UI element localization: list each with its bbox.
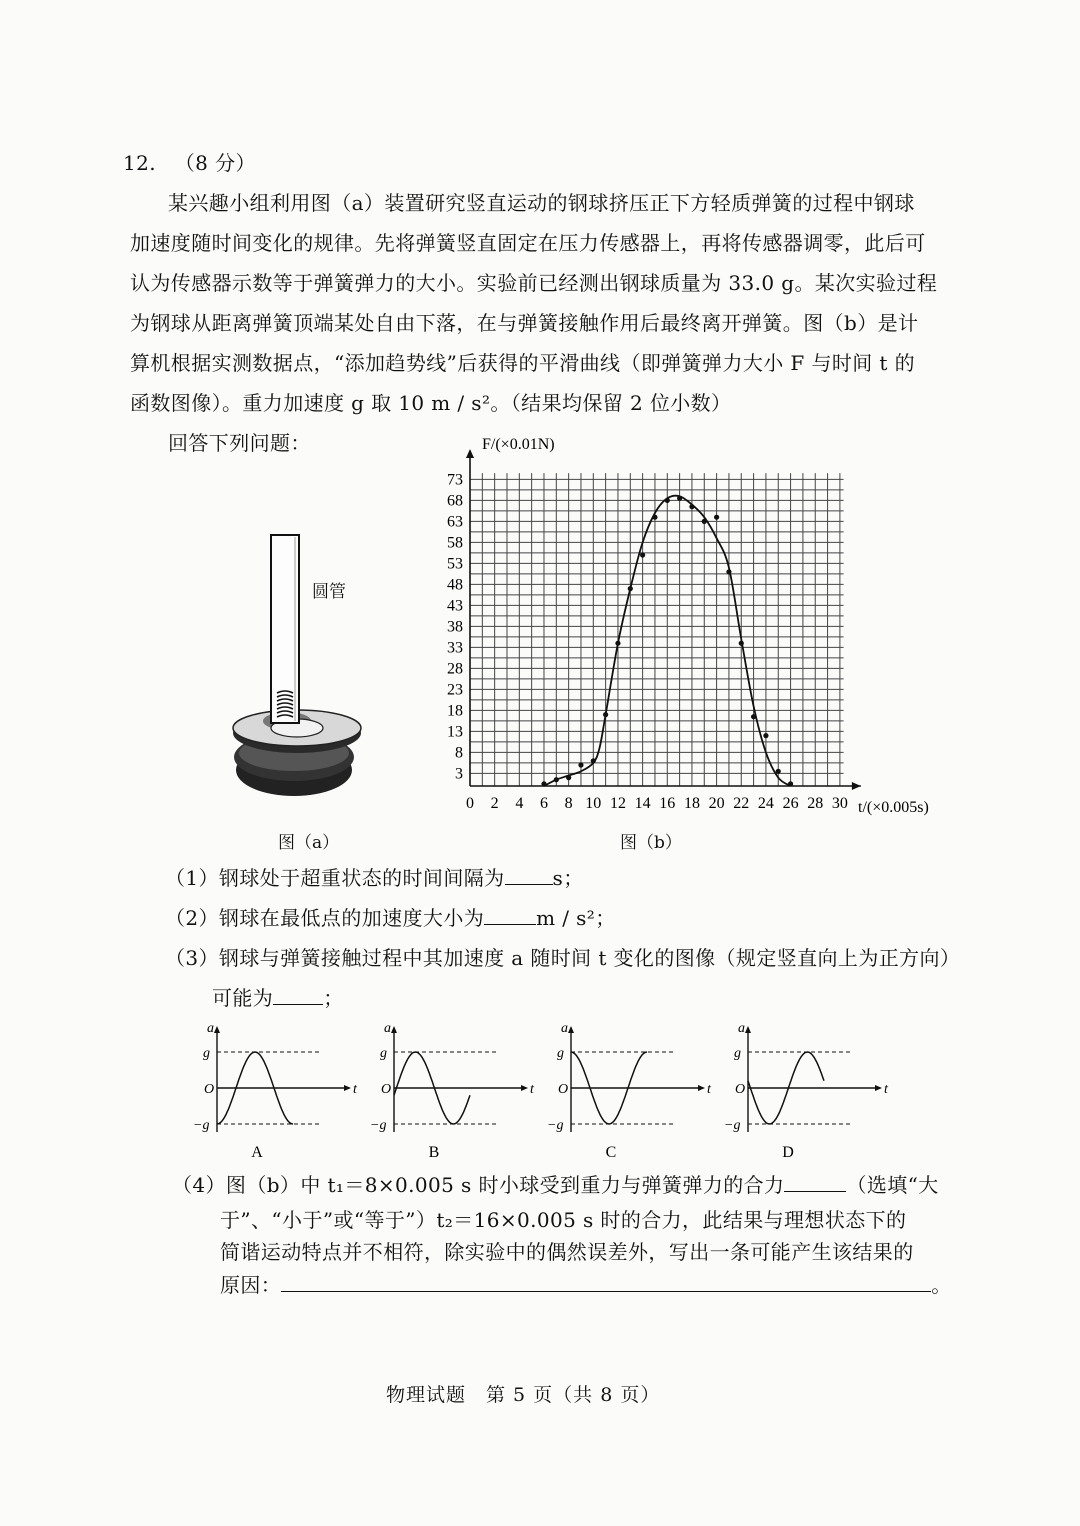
t-axis-arrow [698,1085,705,1091]
origin-label: O [381,1082,392,1097]
x-tick-label: 6 [539,795,548,812]
answer-prompt: 回答下列问题： [168,431,311,455]
a-axis-label: a [207,1021,214,1036]
y-tick-label: 43 [447,597,463,615]
x-tick-label: 4 [515,795,524,812]
intro-line-5: 算机根据实测数据点，“添加趋势线”后获得的平滑曲线（即弹簧弹力大小 F 与时间 t 的 [130,351,915,375]
data-point [739,641,744,646]
data-point [603,712,608,717]
x-tick-label: 2 [490,795,499,812]
origin-label: O [735,1082,746,1097]
t-axis-arrow [875,1085,882,1091]
sub-question-4 [172,1165,939,1205]
option-label: A [251,1144,263,1161]
neg-g-label: −g [547,1118,564,1133]
figure-a-apparatus [225,525,365,810]
sub3-punct: ； [323,986,344,1010]
page-footer: 物理试题 第 5 页（共 8 页） [386,1384,661,1406]
data-point [615,641,620,646]
x-tick-label: 28 [807,795,824,812]
sub4-reason-text: 原因： [220,1273,282,1297]
x-axis-label: t/(×0.005s) [858,799,929,816]
data-point [788,781,793,786]
x-tick-label: 8 [564,795,573,812]
sub-question-4-line-3: 简谐运动特点并不相符，除实验中的偶然误差外，写出一条可能产生该结果的 [220,1240,914,1264]
options-graphs [190,1018,900,1168]
sub1-unit: s； [552,866,584,890]
y-tick-label: 33 [447,639,463,657]
a-axis-arrow [214,1026,220,1033]
x-tick-label: 12 [609,795,626,812]
neg-g-label: −g [370,1118,387,1133]
figure-b-chart [430,425,950,820]
data-point [640,552,645,557]
data-point [726,569,731,574]
x-tick-label: 30 [831,795,848,812]
question-header [123,143,256,183]
a-axis-label: a [738,1021,745,1036]
data-point [578,762,583,767]
t-axis-arrow [344,1085,351,1091]
y-tick-label: 8 [455,744,463,762]
sub-question-4-line-4 [220,1265,952,1305]
data-point [652,515,657,520]
y-tick-label: 58 [447,534,463,552]
t-axis-arrow [521,1085,528,1091]
option-label: B [428,1144,440,1161]
sub-question-2 [165,898,616,938]
data-point [554,777,559,782]
y-tick-label: 48 [447,576,463,594]
data-point [714,515,719,520]
origin-label: O [558,1082,569,1097]
y-tick-label: 3 [455,765,463,783]
neg-g-label: −g [193,1118,210,1133]
a-axis-label: a [384,1021,391,1036]
question-number: 12. [123,151,157,175]
intro-line-2: 加速度随时间变化的规律。先将弹簧竖直固定在压力传感器上，再将传感器调零，此后可 [130,231,926,255]
data-point [751,714,756,719]
y-axis-arrow [466,449,474,458]
t-axis-label: t [530,1082,534,1097]
sub4-text: （4）图（b）中 t₁＝8×0.005 s 时小球受到重力与弹簧弹力的合力 [172,1173,785,1197]
g-label: g [203,1046,210,1061]
sub3-answer-blank[interactable] [273,984,323,1005]
option-d-graph [724,1021,889,1161]
y-tick-label: 38 [447,618,463,636]
option-a-graph [193,1021,358,1161]
x-tick-label: 14 [634,795,651,812]
data-point [628,586,633,591]
a-axis-arrow [745,1026,751,1033]
intro-line-6: 函数图像）。重力加速度 g 取 10 m / s²。（结果均保留 2 位小数） [130,391,732,415]
sub2-text: （2）钢球在最低点的加速度大小为 [165,906,485,930]
t-axis-label: t [707,1082,711,1097]
data-point [689,504,694,509]
a-axis-label: a [561,1021,568,1036]
data-point [665,498,670,503]
x-tick-label: 18 [683,795,700,812]
y-tick-label: 23 [447,681,463,699]
sub4-end-punct: 。 [931,1273,952,1297]
sub1-text: （1）钢球处于超重状态的时间间隔为 [165,866,505,890]
x-tick-label: 24 [757,795,774,812]
a-axis-arrow [391,1026,397,1033]
t-axis-label: t [353,1082,357,1097]
y-tick-label: 28 [447,660,463,678]
x-tick-label: 26 [782,795,799,812]
sub-question-1 [165,858,584,898]
y-tick-label: 63 [447,513,463,531]
option-c-graph [547,1021,712,1161]
sub2-answer-blank[interactable] [484,904,536,925]
question-points: （8 分） [174,151,256,175]
option-label: C [605,1144,617,1161]
sub-question-3-line-2 [212,978,344,1018]
figure-b-caption: 图（b） [620,833,682,853]
data-point [566,775,571,780]
data-point [541,781,546,786]
data-point [677,496,682,501]
y-axis-label: F/(×0.01N) [482,436,555,453]
data-point [702,519,707,524]
intro-line-3: 认为传感器示数等于弹簧弹力的大小。实验前已经测出钢球质量为 33.0 g。某次实验过程 [130,271,938,295]
sub2-unit: m / s²； [536,906,616,930]
x-tick-label: 20 [708,795,725,812]
g-label: g [734,1046,741,1061]
sub4-reason-blank[interactable] [281,1271,931,1292]
y-tick-label: 13 [447,723,463,741]
intro-line-1: 某兴趣小组利用图（a）装置研究竖直运动的钢球挤压正下方轻质弹簧的过程中钢球 [168,191,915,215]
t-axis-label: t [884,1082,888,1097]
y-tick-label: 73 [447,471,463,489]
x-tick-label: 0 [466,795,474,812]
sub4-answer-blank[interactable] [784,1171,846,1192]
y-tick-label: 18 [447,702,463,720]
sub-question-4-line-2: 于”、“小于”或“等于”）t₂＝16×0.005 s 时的合力，此结果与理想状态下的 [220,1208,907,1232]
sub4-hint: （选填“大 [846,1173,939,1197]
x-tick-label: 16 [659,795,676,812]
g-label: g [380,1046,387,1061]
data-point [776,769,781,774]
figure-a-caption: 图（a） [278,833,340,853]
g-label: g [557,1046,564,1061]
x-tick-label: 10 [585,795,602,812]
x-axis-arrow [852,782,861,790]
sub3-text: 可能为 [212,986,274,1010]
data-point [591,758,596,763]
a-axis-arrow [568,1026,574,1033]
origin-label: O [204,1082,215,1097]
sub-question-3: （3）钢球与弹簧接触过程中其加速度 a 随时间 t 变化的图像（规定竖直向上为正方向） [165,946,961,970]
y-tick-label: 53 [447,555,463,573]
intro-line-4: 为钢球从距离弹簧顶端某处自由下落，在与弹簧接触作用后最终离开弹簧。图（b）是计 [130,311,919,335]
option-b-graph [370,1021,535,1161]
y-tick-label: 68 [447,492,463,510]
option-label: D [782,1144,794,1161]
x-tick-label: 22 [733,795,750,812]
sub1-answer-blank[interactable] [505,864,553,885]
tube-label: 圆管 [312,582,346,602]
data-point [763,733,768,738]
neg-g-label: −g [724,1118,741,1133]
